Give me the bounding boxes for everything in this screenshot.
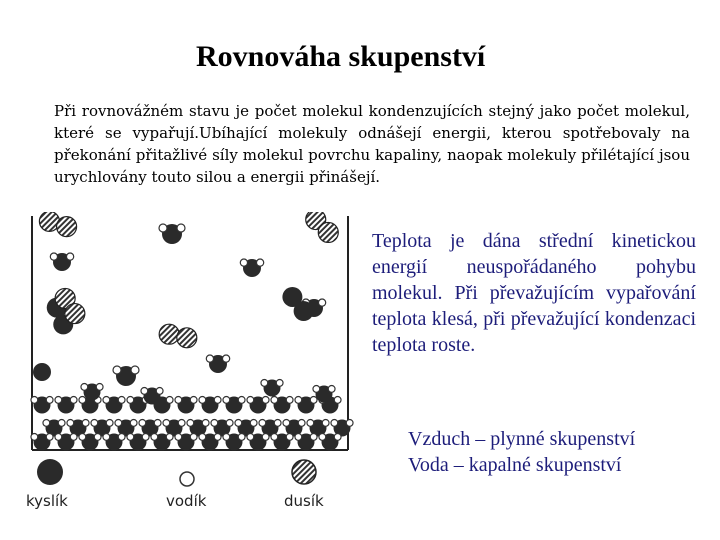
water-hydrogen-atom — [166, 434, 173, 441]
water-hydrogen-atom — [46, 434, 53, 441]
water-hydrogen-atom — [202, 420, 209, 427]
water-hydrogen-atom — [331, 420, 338, 427]
water-hydrogen-atom — [286, 397, 293, 404]
water-hydrogen-atom — [46, 397, 53, 404]
nitrogen-molecule-atom — [318, 222, 338, 242]
nitrogen-molecule-atom — [159, 324, 179, 344]
water-hydrogen-atom — [250, 420, 257, 427]
nitrogen-molecule-atom — [57, 217, 77, 237]
water-hydrogen-atom — [127, 397, 134, 404]
intro-paragraph — [54, 100, 690, 188]
state-water: Voda – kapalné skupenství — [408, 454, 622, 476]
water-hydrogen-atom — [177, 224, 185, 232]
water-hydrogen-atom — [118, 397, 125, 404]
water-hydrogen-atom — [214, 434, 221, 441]
water-hydrogen-atom — [211, 420, 218, 427]
temperature-paragraph — [372, 228, 696, 358]
water-hydrogen-atom — [130, 420, 137, 427]
water-hydrogen-atom — [226, 420, 233, 427]
intro-text: Při rovnovážném stavu je počet molekul kondenzujících stejný jako počet molekul, které se vypařují.Ubíhající molekuly odnášejí energii, kterou spotřebovaly na překonání přitažlivé síly molekul povrchu kapaliny, naopak molekuly přilétající jsou urychlovány touto silou a energii přinášejí. — [54, 102, 690, 186]
water-hydrogen-atom — [91, 420, 98, 427]
water-hydrogen-atom — [199, 434, 206, 441]
water-hydrogen-atom — [50, 253, 57, 260]
water-hydrogen-atom — [43, 420, 50, 427]
hydrogen-atom-icon — [180, 472, 194, 486]
water-hydrogen-atom — [319, 434, 326, 441]
states-list — [408, 426, 708, 478]
water-hydrogen-atom — [106, 420, 113, 427]
water-hydrogen-atom — [55, 434, 62, 441]
water-hydrogen-atom — [238, 397, 245, 404]
water-hydrogen-atom — [79, 397, 86, 404]
water-hydrogen-atom — [199, 397, 206, 404]
water-hydrogen-atom — [113, 366, 121, 374]
water-hydrogen-atom — [238, 434, 245, 441]
water-hydrogen-atom — [139, 420, 146, 427]
water-hydrogen-atom — [295, 397, 302, 404]
water-hydrogen-atom — [131, 366, 139, 374]
water-hydrogen-atom — [58, 420, 65, 427]
water-hydrogen-atom — [31, 397, 38, 404]
liquid-molecules — [31, 380, 353, 451]
molecule-diagram — [22, 212, 356, 522]
water-hydrogen-atom — [295, 434, 302, 441]
page-title: Rovnováha skupenství — [196, 40, 486, 73]
water-hydrogen-atom — [206, 355, 213, 362]
water-hydrogen-atom — [328, 386, 335, 393]
water-hydrogen-atom — [154, 420, 161, 427]
water-hydrogen-atom — [159, 224, 167, 232]
water-hydrogen-atom — [259, 420, 266, 427]
water-hydrogen-atom — [79, 434, 86, 441]
water-hydrogen-atom — [276, 380, 283, 387]
legend-icons — [37, 459, 316, 486]
water-hydrogen-atom — [115, 420, 122, 427]
water-hydrogen-atom — [262, 434, 269, 441]
water-hydrogen-atom — [310, 434, 317, 441]
water-hydrogen-atom — [96, 384, 103, 391]
water-hydrogen-atom — [190, 434, 197, 441]
water-hydrogen-atom — [82, 420, 89, 427]
water-hydrogen-atom — [298, 420, 305, 427]
molecule-illustration — [22, 212, 356, 522]
water-hydrogen-atom — [334, 397, 341, 404]
water-hydrogen-atom — [334, 434, 341, 441]
water-hydrogen-atom — [31, 434, 38, 441]
water-hydrogen-atom — [67, 420, 74, 427]
water-hydrogen-atom — [81, 384, 88, 391]
state-air: Vzduch – plynné skupenství — [408, 428, 636, 450]
water-hydrogen-atom — [175, 397, 182, 404]
water-hydrogen-atom — [286, 434, 293, 441]
water-hydrogen-atom — [223, 355, 230, 362]
nitrogen-molecule-atom — [177, 328, 197, 348]
water-hydrogen-atom — [103, 397, 110, 404]
water-hydrogen-atom — [283, 420, 290, 427]
water-hydrogen-atom — [70, 397, 77, 404]
water-hydrogen-atom — [271, 397, 278, 404]
water-hydrogen-atom — [55, 397, 62, 404]
water-hydrogen-atom — [223, 434, 230, 441]
water-hydrogen-atom — [103, 434, 110, 441]
water-hydrogen-atom — [257, 259, 264, 266]
water-hydrogen-atom — [214, 397, 221, 404]
water-hydrogen-atom — [127, 434, 134, 441]
water-hydrogen-atom — [261, 380, 268, 387]
water-hydrogen-atom — [247, 434, 254, 441]
legend-oxygen-label: kyslík — [26, 492, 68, 510]
water-hydrogen-atom — [67, 253, 74, 260]
water-hydrogen-atom — [118, 434, 125, 441]
oxygen-molecule-atom — [294, 301, 314, 321]
water-hydrogen-atom — [247, 397, 254, 404]
water-hydrogen-atom — [240, 259, 247, 266]
gas-molecules — [33, 212, 338, 386]
water-hydrogen-atom — [310, 397, 317, 404]
water-hydrogen-atom — [235, 420, 242, 427]
oxygen-atom-icon — [37, 459, 63, 485]
water-hydrogen-atom — [151, 434, 158, 441]
water-hydrogen-atom — [70, 434, 77, 441]
water-hydrogen-atom — [319, 299, 326, 306]
water-hydrogen-atom — [190, 397, 197, 404]
water-hydrogen-atom — [223, 397, 230, 404]
water-hydrogen-atom — [166, 397, 173, 404]
water-hydrogen-atom — [141, 388, 148, 395]
legend-hydrogen-label: vodík — [166, 492, 207, 510]
water-hydrogen-atom — [262, 397, 269, 404]
oxygen-atom — [33, 363, 51, 381]
water-hydrogen-atom — [274, 420, 281, 427]
water-hydrogen-atom — [187, 420, 194, 427]
water-hydrogen-atom — [94, 434, 101, 441]
water-hydrogen-atom — [175, 434, 182, 441]
water-hydrogen-atom — [346, 420, 353, 427]
legend-nitrogen-label: dusík — [284, 492, 324, 510]
water-hydrogen-atom — [307, 420, 314, 427]
water-hydrogen-atom — [163, 420, 170, 427]
water-hydrogen-atom — [156, 388, 163, 395]
temperature-text: Teplota je dána střední kinetickou energií neuspořádaného pohybu molekul. Při převažujícím vypařování teplota klesá, při převažující kondenzaci teplota roste. — [372, 230, 696, 356]
nitrogen-atom-icon — [292, 460, 316, 484]
nitrogen-molecule-atom — [65, 304, 85, 324]
water-hydrogen-atom — [322, 420, 329, 427]
water-hydrogen-atom — [178, 420, 185, 427]
water-hydrogen-atom — [142, 434, 149, 441]
water-hydrogen-atom — [271, 434, 278, 441]
water-hydrogen-atom — [313, 386, 320, 393]
